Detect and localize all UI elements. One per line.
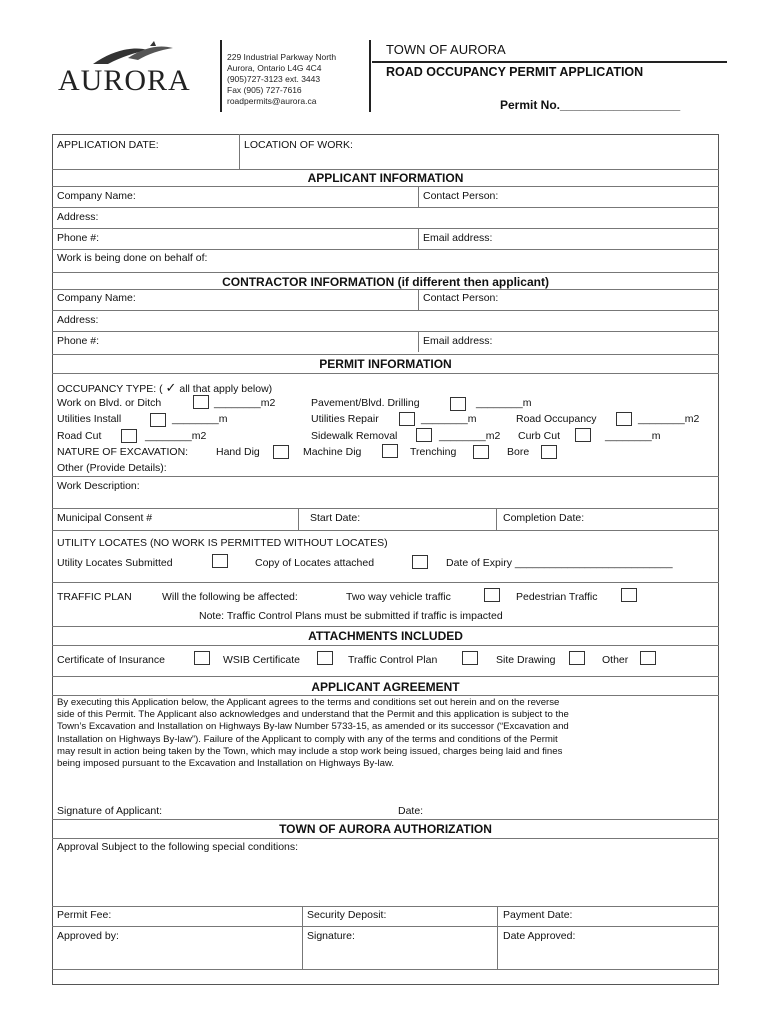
work-on-blvd-checkbox[interactable] (193, 395, 209, 409)
utilities-install-label: Utilities Install (57, 413, 122, 425)
road-occupancy-unit: ________m2 (638, 413, 700, 425)
traffic-control-plan-label: Traffic Control Plan (348, 654, 438, 666)
traffic-plan-label: TRAFFIC PLAN (57, 591, 132, 603)
municipal-consent-field[interactable]: Municipal Consent # (57, 512, 153, 524)
locates-submitted-label: Utility Locates Submitted (57, 557, 173, 569)
contractor-email-field[interactable]: Email address: (423, 335, 493, 347)
agreement-line: By executing this Application below, the Applicant agrees to the terms and conditions set out herein and on the reverse (57, 697, 560, 708)
curb-cut-unit: ________m (605, 430, 661, 442)
road-cut-unit: ________m2 (145, 430, 207, 442)
curb-cut-checkbox[interactable] (575, 428, 591, 442)
application-date-field[interactable]: APPLICATION DATE: (57, 139, 159, 151)
authorization-signature-field[interactable]: Signature: (307, 930, 355, 942)
authorization-heading: TOWN OF AURORA AUTHORIZATION (279, 822, 492, 836)
machine-dig-label: Machine Dig (303, 446, 362, 458)
email-link[interactable]: roadpermits@aurora.ca (227, 96, 317, 106)
applicant-date-field[interactable]: Date: (398, 805, 424, 817)
road-cut-checkbox[interactable] (121, 429, 137, 443)
nature-of-excavation-label: NATURE OF EXCAVATION: (57, 446, 189, 458)
agreement-line: may result in action being taken by the Town, which may include a stop work being issued, charges being laid and fines (57, 745, 563, 757)
applicant-company-field[interactable]: Company Name: (57, 190, 136, 202)
machine-dig-checkbox[interactable] (382, 444, 398, 458)
traffic-control-plan-checkbox[interactable] (462, 651, 478, 665)
bore-label: Bore (507, 446, 530, 458)
other-details-field[interactable]: Other (Provide Details): (57, 462, 167, 474)
work-on-blvd-label: Work on Blvd. or Ditch (57, 397, 162, 409)
agreement-line: being imposed pursuant to the Excavation and Installation on Highways By-law. (57, 758, 395, 770)
agreement-line: Town’s Excavation and Installation on Highways By-law Number 5733-15, as amended or its successor (“Excavation and (57, 721, 569, 733)
road-occupancy-checkbox[interactable] (616, 412, 632, 426)
work-description-field[interactable]: Work Description: (57, 480, 140, 492)
locates-copy-checkbox[interactable] (412, 555, 428, 569)
work-on-blvd-unit: ________m2 (214, 397, 276, 409)
agreement-line: Installation on Highways By-law”). Failure of the Applicant to comply with any of the terms and conditions of the Permit (57, 733, 558, 745)
occupancy-type-post: all that apply below) (179, 383, 273, 395)
approved-by-field[interactable]: Approved by: (57, 930, 119, 942)
address-line: 229 Industrial Parkway North (227, 52, 337, 62)
curb-cut-label: Curb Cut (518, 430, 561, 442)
contractor-heading: CONTRACTOR INFORMATION (if different then applicant) (222, 275, 549, 289)
locates-submitted-checkbox[interactable] (212, 554, 228, 568)
traffic-affected-label: Will the following be affected: (162, 591, 298, 603)
address-line: Fax (905) 727-7616 (227, 85, 302, 95)
permit-number: Permit No.__________________ (500, 98, 681, 112)
agreement-text (57, 697, 717, 770)
payment-date-field[interactable]: Payment Date: (503, 909, 573, 921)
bore-checkbox[interactable] (541, 445, 557, 459)
attachments-heading: ATTACHMENTS INCLUDED (308, 629, 463, 643)
applicant-address-field[interactable]: Address: (57, 211, 99, 223)
town-name: TOWN OF AURORA (386, 42, 506, 57)
utilities-repair-label: Utilities Repair (311, 413, 379, 425)
special-conditions-field[interactable]: Approval Subject to the following special conditions: (57, 841, 299, 853)
pavement-drilling-unit: ________m (476, 397, 532, 409)
applicant-heading: APPLICANT INFORMATION (307, 171, 464, 185)
wsib-label: WSIB Certificate (223, 654, 301, 666)
utilities-install-checkbox[interactable] (150, 413, 166, 427)
occupancy-type-label (57, 380, 272, 396)
agreement-line: side of this Permit. The Applicant also acknowledges and understand that the Permit and this application is subject to the (57, 709, 569, 721)
contractor-contact-field[interactable]: Contact Person: (423, 292, 499, 304)
road-occupancy-label: Road Occupancy (516, 413, 597, 425)
other-attachment-label: Other (602, 654, 629, 666)
contractor-company-field[interactable]: Company Name: (57, 292, 136, 304)
permit-fee-field[interactable]: Permit Fee: (57, 909, 112, 921)
checkmark-icon: ✓ (165, 380, 177, 395)
applicant-contact-field[interactable]: Contact Person: (423, 190, 499, 202)
pedestrian-traffic-label: Pedestrian Traffic (516, 591, 598, 603)
hand-dig-label: Hand Dig (216, 446, 260, 458)
on-behalf-field[interactable]: Work is being done on behalf of: (57, 252, 208, 264)
address-line: (905)727-3123 ext. 3443 (227, 74, 321, 84)
applicant-phone-field[interactable]: Phone #: (57, 232, 100, 244)
wsib-checkbox[interactable] (317, 651, 333, 665)
trenching-checkbox[interactable] (473, 445, 489, 459)
occupancy-type-pre: OCCUPANCY TYPE: ( (57, 383, 163, 395)
insurance-checkbox[interactable] (194, 651, 210, 665)
two-way-traffic-checkbox[interactable] (484, 588, 500, 602)
locates-heading: UTILITY LOCATES (NO WORK IS PERMITTED WITHOUT LOCATES) (57, 537, 388, 549)
sidewalk-removal-checkbox[interactable] (416, 428, 432, 442)
utilities-repair-checkbox[interactable] (399, 412, 415, 426)
locates-copy-label: Copy of Locates attached (255, 557, 375, 569)
sidewalk-removal-unit: ________m2 (439, 430, 501, 442)
traffic-note: Note: Traffic Control Plans must be submitted if traffic is impacted (199, 610, 503, 622)
pavement-drilling-checkbox[interactable] (450, 397, 466, 411)
permit-heading: PERMIT INFORMATION (319, 357, 452, 371)
trenching-label: Trenching (410, 446, 457, 458)
two-way-traffic-label: Two way vehicle traffic (346, 591, 451, 603)
site-drawing-label: Site Drawing (496, 654, 556, 666)
start-date-field[interactable]: Start Date: (310, 512, 361, 524)
agreement-heading: APPLICANT AGREEMENT (311, 680, 460, 694)
pavement-drilling-label: Pavement/Blvd. Drilling (311, 397, 420, 409)
contractor-phone-field[interactable]: Phone #: (57, 335, 100, 347)
applicant-email-field[interactable]: Email address: (423, 232, 493, 244)
site-drawing-checkbox[interactable] (569, 651, 585, 665)
hand-dig-checkbox[interactable] (273, 445, 289, 459)
insurance-label: Certificate of Insurance (57, 654, 165, 666)
completion-date-field[interactable]: Completion Date: (503, 512, 585, 524)
security-deposit-field[interactable]: Security Deposit: (307, 909, 387, 921)
other-attachment-checkbox[interactable] (640, 651, 656, 665)
form-title: ROAD OCCUPANCY PERMIT APPLICATION (386, 65, 644, 79)
pedestrian-traffic-checkbox[interactable] (621, 588, 637, 602)
utilities-install-unit: ________m (172, 413, 228, 425)
date-approved-field[interactable]: Date Approved: (503, 930, 576, 942)
aurora-logo (58, 40, 198, 95)
contractor-address-field[interactable]: Address: (57, 314, 99, 326)
address-block (227, 52, 336, 107)
location-of-work-field[interactable]: LOCATION OF WORK: (244, 139, 353, 151)
logo-text: AURORA (58, 64, 191, 97)
road-cut-label: Road Cut (57, 430, 102, 442)
sidewalk-removal-label: Sidewalk Removal (311, 430, 398, 442)
applicant-signature-field[interactable]: Signature of Applicant: (57, 805, 163, 817)
address-line: Aurora, Ontario L4G 4C4 (227, 63, 322, 73)
date-of-expiry-field[interactable]: Date of Expiry ___________________________ (446, 557, 673, 569)
utilities-repair-unit: ________m (421, 413, 477, 425)
